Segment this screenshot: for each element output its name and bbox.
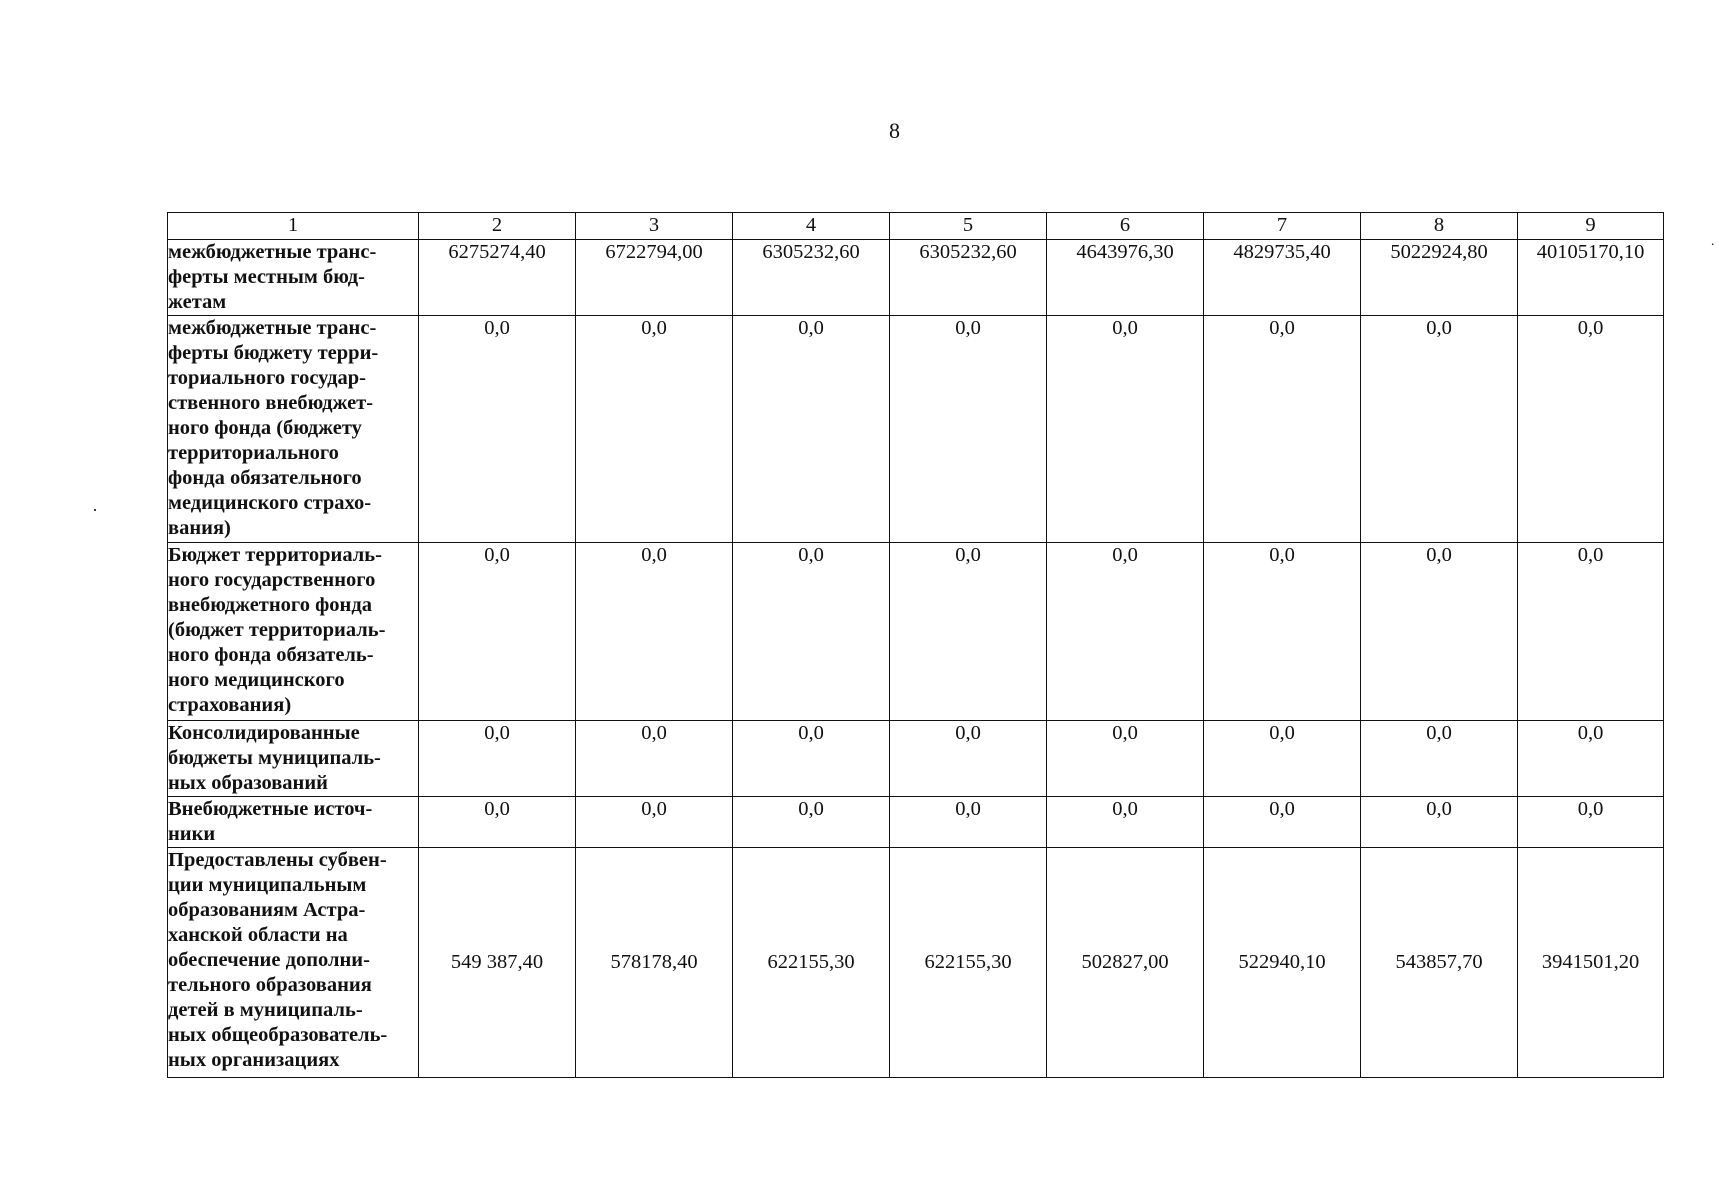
table-row	[168, 316, 1664, 543]
table-cell: 0,0	[419, 721, 576, 797]
table-cell: 3941501,20	[1518, 848, 1664, 1078]
table-cell: 0,0	[1518, 543, 1664, 721]
table-cell: 0,0	[1518, 797, 1664, 848]
table-cell: 543857,70	[1361, 848, 1518, 1078]
column-header: 2	[419, 213, 576, 240]
row-label: Бюджет территориаль- ного государственного внебюджетного фонда (бюджет территориаль- ного фонда обязатель- ного медицинского страхования)	[168, 543, 419, 721]
table-cell: 0,0	[1204, 543, 1361, 721]
table-row	[168, 543, 1664, 721]
table-cell: 0,0	[733, 721, 890, 797]
table-cell: 0,0	[1518, 316, 1664, 543]
table-cell: 0,0	[890, 721, 1047, 797]
table-cell: 0,0	[733, 316, 890, 543]
table-cell: 6305232,60	[733, 240, 890, 316]
table-cell: 578178,40	[576, 848, 733, 1078]
table-cell: 622155,30	[733, 848, 890, 1078]
scan-artifact-tick: ·	[1710, 238, 1715, 253]
table-cell: 0,0	[1047, 721, 1204, 797]
page-number: 8	[889, 118, 900, 143]
table-cell: 622155,30	[890, 848, 1047, 1078]
table-cell: 40105170,10	[1518, 240, 1664, 316]
table-cell: 0,0	[733, 797, 890, 848]
row-label: Внебюджетные источ- ники	[168, 797, 419, 848]
scan-artifact-dot: ·	[92, 500, 98, 520]
column-header: 7	[1204, 213, 1361, 240]
table-cell: 5022924,80	[1361, 240, 1518, 316]
column-header: 6	[1047, 213, 1204, 240]
table-cell: 0,0	[733, 543, 890, 721]
column-header: 5	[890, 213, 1047, 240]
table-cell: 0,0	[890, 316, 1047, 543]
table-cell: 502827,00	[1047, 848, 1204, 1078]
table-cell: 0,0	[890, 797, 1047, 848]
table-cell: 0,0	[1047, 797, 1204, 848]
table-cell: 0,0	[1047, 316, 1204, 543]
table-cell: 0,0	[1518, 721, 1664, 797]
table-cell: 549 387,40	[419, 848, 576, 1078]
table-cell: 0,0	[1361, 721, 1518, 797]
table-cell: 522940,10	[1204, 848, 1361, 1078]
table-cell: 4643976,30	[1047, 240, 1204, 316]
row-label: межбюджетные транс- ферты местным бюд- жетам	[168, 240, 419, 316]
table-cell: 0,0	[576, 721, 733, 797]
column-header: 3	[576, 213, 733, 240]
column-header: 9	[1518, 213, 1664, 240]
column-header: 4	[733, 213, 890, 240]
table-cell: 0,0	[1047, 543, 1204, 721]
table-cell: 0,0	[576, 316, 733, 543]
table-cell: 0,0	[1361, 797, 1518, 848]
table-cell: 0,0	[890, 543, 1047, 721]
table-cell: 6275274,40	[419, 240, 576, 316]
table-cell: 0,0	[419, 797, 576, 848]
column-header: 1	[168, 213, 419, 240]
row-label: Консолидированные бюджеты муниципаль- ных образований	[168, 721, 419, 797]
row-label: Предоставлены субвен- ции муниципальным образованиям Астра- ханской области на обеспечение дополни- тельного образования детей в муниципаль- ных общеобразователь- ных организациях	[168, 848, 419, 1078]
table-cell: 0,0	[1204, 797, 1361, 848]
table-cell: 0,0	[1204, 721, 1361, 797]
table-cell: 0,0	[1204, 316, 1361, 543]
table-row	[168, 848, 1664, 1078]
table-cell: 0,0	[1361, 543, 1518, 721]
table-cell: 0,0	[1361, 316, 1518, 543]
table-cell: 4829735,40	[1204, 240, 1361, 316]
row-label: межбюджетные транс- ферты бюджету терри- ториального государ- ственного внебюджет- ного фонда (бюджету территориального фонда обязательного медицинского страхо- вания)	[168, 316, 419, 543]
table-cell: 0,0	[576, 543, 733, 721]
table-cell: 0,0	[419, 543, 576, 721]
table-cell: 0,0	[419, 316, 576, 543]
table-header-row	[168, 213, 1664, 240]
budget-table	[167, 212, 1664, 1078]
table-cell: 6305232,60	[890, 240, 1047, 316]
table-cell: 6722794,00	[576, 240, 733, 316]
column-header: 8	[1361, 213, 1518, 240]
table-cell: 0,0	[576, 797, 733, 848]
table-row	[168, 797, 1664, 848]
table-row	[168, 240, 1664, 316]
table-row	[168, 721, 1664, 797]
